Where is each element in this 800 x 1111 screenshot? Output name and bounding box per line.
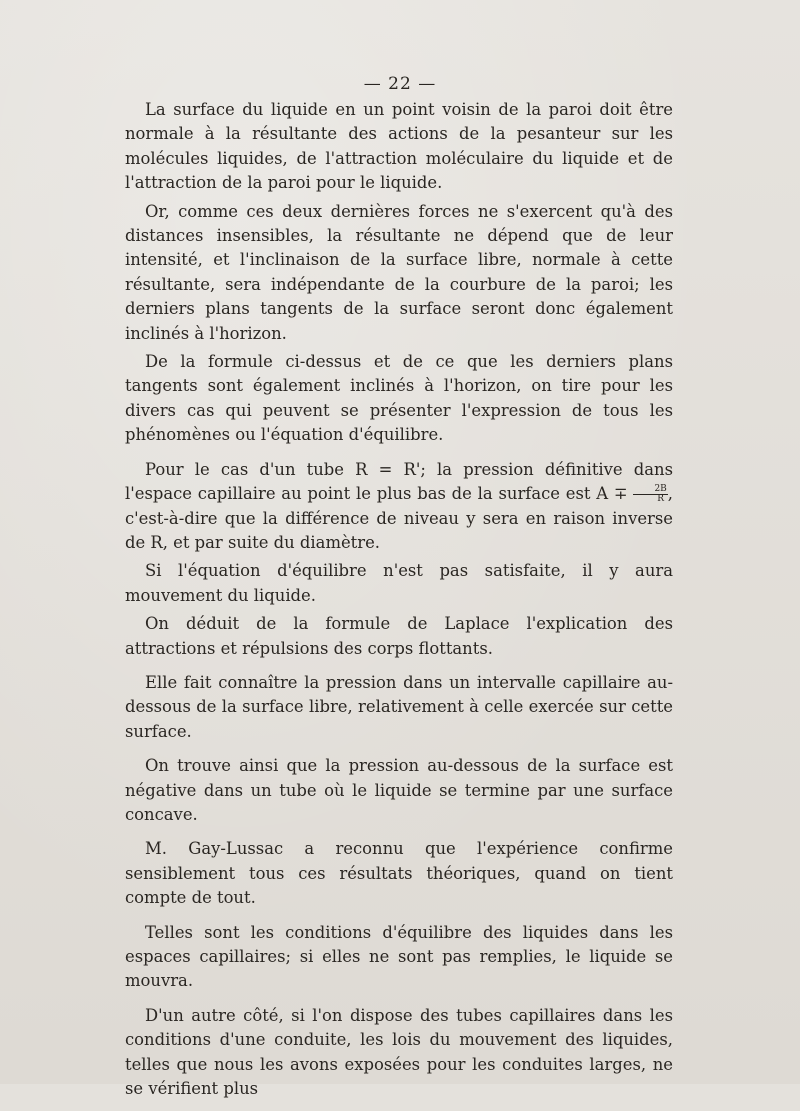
page-body — [125, 98, 673, 1111]
formula-text-after: , c'est-à-dire que la différence de niveau y sera en raison inverse de R, et par suite du diamètre. — [125, 484, 673, 552]
paragraph: On déduit de la formule de Laplace l'explication des attractions et répulsions des corps flottants. — [125, 614, 673, 658]
paragraph: M. Gay-Lussac a reconnu que l'expérience confirme sensiblement tous ces résultats théoriques, quand on tient compte de tout. — [125, 839, 673, 908]
paragraph: Or, comme ces deux dernières forces ne s'exercent qu'à des distances insensibles, la résultante ne dépend que de leur intensité, et l'inclinaison de la surface libre, normale à cette résultante, sera indépendante de la courbure de la paroi; les derniers plans tangents de la surface seront donc également inclinés à l'horizon. — [125, 201, 673, 343]
fraction — [633, 485, 667, 504]
paragraph: Si l'équation d'équilibre n'est pas satisfaite, il y aura mouvement du liquide. — [125, 561, 673, 605]
paragraph: Elle fait connaître la pression dans un intervalle capillaire au-dessous de la surface libre, relativement à celle exercée sur cette surface. — [125, 672, 673, 741]
paragraph: D'un autre côté, si l'on dispose des tubes capillaires dans les conditions d'une conduite, les lois du mouvement des liquides, telles que nous les avons exposées pour les conduites larges, ne se vérifient plus — [125, 1005, 673, 1099]
formula-paragraph — [125, 458, 673, 556]
paragraph: On trouve ainsi que la pression au-dessous de la surface est négative dans un tube où le liquide se termine par une surface concave. — [125, 756, 673, 824]
formula-text-before: Pour le cas d'un tube R = R'; la pression définitive dans l'espace capillaire au point le plus bas de la surface est A ∓ — [125, 459, 673, 504]
page-number: — 22 — — [363, 74, 437, 94]
paragraph: La surface du liquide en un point voisin de la paroi doit être normale à la résultante des actions de la pesanteur sur les molécules liquides, de l'attraction moléculaire du liquide et de l'attraction de la paroi pour le liquide. — [125, 100, 673, 193]
fraction-numerator: 2B — [633, 485, 667, 495]
fraction-denominator: R — [657, 494, 664, 505]
paragraph: Telles sont les conditions d'équilibre des liquides dans les espaces capillaires; si elles ne sont pas remplies, le liquide se mouvra. — [125, 922, 673, 991]
paragraph: De la formule ci-dessus et de ce que les derniers plans tangents sont également inclinés à l'horizon, on tire pour les divers cas qui peuvent se présenter l'expression de tous les phénomènes ou l'équation d'équilibre. — [125, 352, 673, 445]
